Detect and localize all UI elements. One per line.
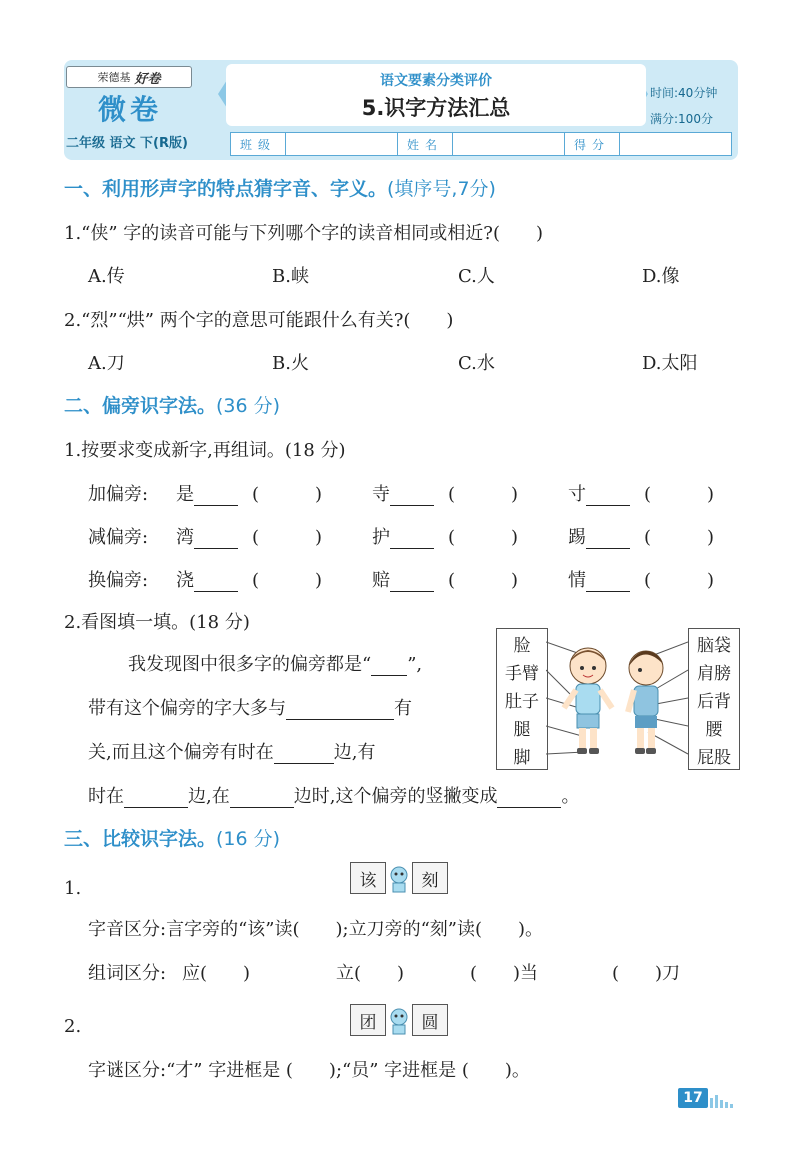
paren-close: ) (707, 570, 715, 591)
word-label: 脚 (513, 747, 531, 768)
new-char-blank[interactable] (586, 484, 630, 506)
para-text: 有 (394, 698, 412, 719)
name-label: 姓名 (398, 133, 453, 155)
paren-close: ) (707, 484, 715, 505)
para-text: 我发现图中很多字的偏旁都是“ (128, 654, 372, 675)
s1-q2-option-a[interactable]: A.刀 (88, 353, 125, 374)
source-char: 赔 (372, 570, 390, 591)
book-page-left: 该 (350, 862, 386, 894)
word-building-cell (176, 480, 322, 506)
answer-blank[interactable] (286, 698, 394, 720)
page-number: 17 (678, 1088, 708, 1108)
source-char: 是 (176, 484, 194, 505)
s3-q2-number: 2. (64, 1016, 82, 1037)
score-label: 得分 (565, 133, 620, 155)
paren-close: ) (315, 527, 323, 548)
row-label: 减偏旁: (88, 527, 149, 548)
s1-q2-option-d[interactable]: D.太阳 (642, 353, 698, 374)
s3-q2-book (350, 1004, 448, 1036)
source-char: 情 (568, 570, 586, 591)
section1-points: (填序号,7分) (387, 178, 496, 200)
s3-q1-book (350, 862, 448, 894)
s2-para-line4 (88, 782, 579, 808)
word-label: 腰 (705, 719, 723, 740)
para-text: 带有这个偏旁的字大多与 (88, 698, 286, 719)
logo-brand-text: 好卷 (134, 71, 161, 87)
section3-points: (16 分) (216, 828, 281, 850)
publisher-logo (66, 66, 192, 88)
s2-para-line2 (88, 694, 412, 720)
new-char-blank[interactable] (194, 527, 238, 549)
para-text: ”, (407, 654, 423, 675)
s2-row-change (88, 566, 148, 592)
s1-q2-option-c[interactable]: C.水 (458, 353, 495, 374)
para-text: 关,而且这个偏旁有时在 (88, 742, 274, 763)
answer-blank[interactable] (274, 742, 334, 764)
paren-close: ) (511, 527, 519, 548)
word-label: 脑袋 (697, 635, 731, 656)
s3-q1-number: 1. (64, 878, 82, 899)
s1-q1-option-b[interactable]: B.峡 (272, 266, 309, 287)
paren-close: ) (511, 570, 519, 591)
full-score: 满分:100分 (650, 112, 713, 126)
source-char: 踢 (568, 527, 586, 548)
book-page-right: 圆 (412, 1004, 448, 1036)
s2-q2-title: 2.看图填一填。(18 分) (64, 612, 250, 633)
row-label: 换偏旁: (88, 570, 149, 591)
s2-row-add (88, 480, 148, 506)
paren-open: ( (448, 527, 456, 548)
cartoon-mascot-icon (388, 1005, 410, 1035)
student-info-table (230, 132, 732, 156)
section2-title: 二、偏旁识字法。 (64, 395, 217, 417)
s2-row-remove (88, 523, 148, 549)
bar-decoration-icon (710, 1092, 740, 1108)
s1-q2-stem: 2.“烈”“烘” 两个字的意思可能跟什么有关?( ) (64, 310, 454, 331)
word-building-cell (568, 480, 714, 506)
cartoon-mascot-icon (388, 863, 410, 893)
source-char: 湾 (176, 527, 194, 548)
s1-q1-stem: 1.“侠” 字的读音可能与下列哪个字的读音相同或相近?( ) (64, 223, 543, 244)
s2-q1-title: 1.按要求变成新字,再组词。(18 分) (64, 440, 346, 461)
paren-close: ) (707, 527, 715, 548)
paren-open: ( (644, 527, 652, 548)
new-char-blank[interactable] (390, 570, 434, 592)
book-page-left: 团 (350, 1004, 386, 1036)
paren-open: ( (644, 570, 652, 591)
source-char: 浇 (176, 570, 194, 591)
source-char: 护 (372, 527, 390, 548)
book-page-right: 刻 (412, 862, 448, 894)
s3-q1-item-4[interactable]: ( )刀 (612, 963, 681, 984)
word-building-cell (372, 566, 518, 592)
para-text: 边时,这个偏旁的竖撇变成 (293, 786, 498, 807)
new-char-blank[interactable] (390, 484, 434, 506)
s1-q2-option-b[interactable]: B.火 (272, 353, 309, 374)
name-field[interactable] (453, 133, 565, 155)
word-label: 脸 (513, 635, 531, 656)
paren-open: ( (448, 570, 456, 591)
answer-blank[interactable] (371, 654, 407, 676)
body-words-right (688, 628, 740, 770)
section3-heading (64, 824, 280, 851)
logo-small-text: 荣德基 (97, 71, 131, 84)
paren-close: ) (315, 570, 323, 591)
kids-illustration (546, 628, 688, 768)
score-field[interactable] (620, 133, 731, 155)
source-char: 寺 (372, 484, 390, 505)
s3-q1-item-3[interactable]: ( )当 (470, 963, 539, 984)
time-limit: 时间:40分钟 (650, 86, 718, 100)
word-label: 屁股 (697, 747, 731, 768)
para-text: 边,有 (333, 742, 376, 763)
s3-q1-item-1[interactable]: 应( ) (182, 963, 251, 984)
answer-blank[interactable] (124, 786, 188, 808)
word-label: 肩膀 (697, 663, 731, 684)
s3-q1-line1: 字音区分:言字旁的“该”读( );立刀旁的“刻”读( )。 (88, 919, 544, 940)
kid-side (628, 651, 663, 754)
subject-title: 语文要素分类评价 (380, 73, 492, 89)
s1-q1-option-d[interactable]: D.像 (642, 266, 680, 287)
s1-q1-option-c[interactable]: C.人 (458, 266, 495, 287)
new-char-blank[interactable] (586, 527, 630, 549)
class-field[interactable] (286, 133, 398, 155)
paren-open: ( (252, 484, 260, 505)
new-char-blank[interactable] (194, 570, 238, 592)
section1-heading (64, 174, 496, 201)
paren-open: ( (644, 484, 652, 505)
s3-q1-item-2[interactable]: 立( ) (336, 963, 405, 984)
paren-close: ) (315, 484, 323, 505)
word-building-cell (568, 523, 714, 549)
row-label: 加偏旁: (88, 484, 149, 505)
class-label: 班级 (231, 133, 286, 155)
para-text: 时在 (88, 786, 124, 807)
section2-heading (64, 391, 280, 418)
series-title: 微卷 (97, 93, 162, 126)
word-label: 手臂 (505, 663, 539, 684)
para-text: 边,在 (188, 786, 230, 807)
word-building-cell (372, 480, 518, 506)
new-char-blank[interactable] (586, 570, 630, 592)
word-label: 腿 (513, 719, 531, 740)
word-label: 后背 (697, 691, 731, 712)
grade-label: 二年级 语文 下(R版) (66, 136, 188, 151)
s1-q1-option-a[interactable]: A.传 (88, 266, 125, 287)
body-words-left (496, 628, 548, 770)
word-building-cell (176, 523, 322, 549)
paren-open: ( (252, 527, 260, 548)
kid-front (564, 648, 612, 754)
paren-close: ) (511, 484, 519, 505)
para-text: 。 (561, 786, 580, 807)
word-building-cell (176, 566, 322, 592)
source-char: 寸 (568, 484, 586, 505)
section1-title: 一、利用形声字的特点猜字音、字义。 (64, 178, 388, 200)
answer-blank[interactable] (230, 786, 294, 808)
word-building-cell (568, 566, 714, 592)
paren-open: ( (252, 570, 260, 591)
s2-para-line1 (128, 650, 422, 676)
lesson-title: 5.识字方法汇总 (361, 96, 511, 120)
word-label: 肚子 (505, 691, 539, 712)
word-building-cell (372, 523, 518, 549)
new-char-blank[interactable] (194, 484, 238, 506)
s2-para-line3 (88, 738, 375, 764)
answer-blank[interactable] (497, 786, 561, 808)
paren-open: ( (448, 484, 456, 505)
section3-title: 三、比较识字法。 (64, 828, 217, 850)
s3-q2-line: 字谜区分:“才” 字进框是 ( );“员” 字进框是 ( )。 (88, 1060, 530, 1081)
s3-q1-line2-label: 组词区分: (88, 963, 167, 984)
section2-points: (36 分) (216, 395, 281, 417)
new-char-blank[interactable] (390, 527, 434, 549)
